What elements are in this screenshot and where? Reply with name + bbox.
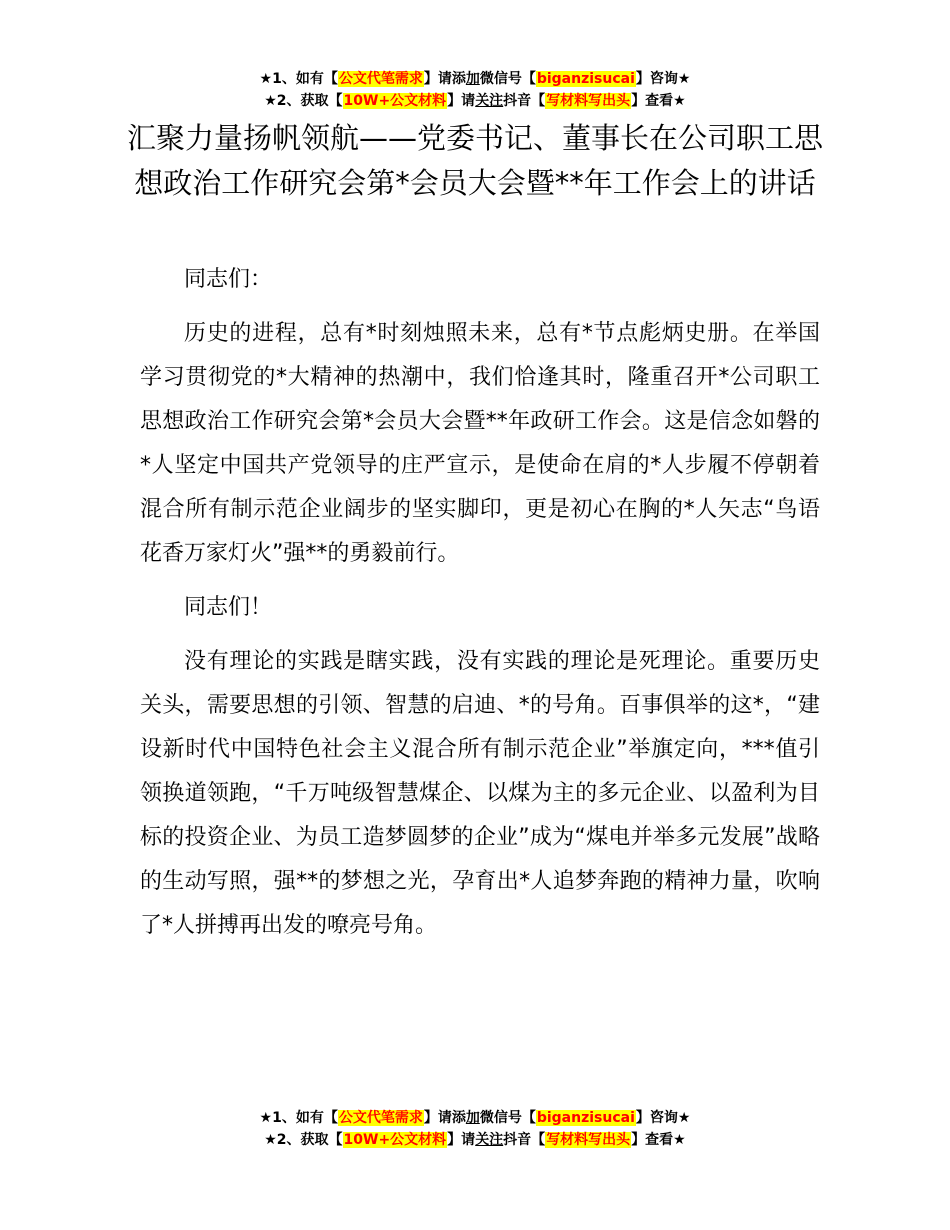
notice-highlight: 10W+公文材料	[343, 93, 447, 109]
notice-text: ★1、如有【	[259, 1110, 338, 1126]
notice-emphasis: 关注	[475, 1132, 504, 1148]
notice-text: 】查看★	[631, 93, 686, 109]
paragraph: 没有理论的实践是瞎实践，没有实践的理论是死理论。重要历史关头，需要思想的引领、智慧的启迪、*的号角。百事俱举的这*，“建设新时代中国特色社会主义混合所有制示范企业”举旗定向，***值引领换道领跑，“千万吨级智慧煤企、以煤为主的多元企业、以盈利为目标的投资企业、为员工造梦圆梦的企业”成为“煤电并举多元发展”战略的生动写照，强**的梦想之光，孕育出*人追梦奔跑的精神力量，吹响了*人拼搏再出发的嘹亮号角。	[140, 649, 820, 938]
notice-line-1	[0, 1107, 950, 1129]
notice-highlight: 公文代笔需求	[338, 1110, 423, 1126]
notice-emphasis: 关注	[475, 93, 504, 109]
notice-text: 抖音【	[503, 93, 546, 109]
notice-highlight: 10W+公文材料	[343, 1132, 447, 1148]
notice-highlight: biganzisucai	[536, 71, 635, 87]
notice-text: ★2、获取【	[264, 1132, 343, 1148]
notice-highlight: 写材料写出头	[546, 1132, 631, 1148]
document-title: 汇聚力量扬帆领航——党委书记、董事长在公司职工思想政治工作研究会第*会员大会暨**年工作会上的讲话	[126, 121, 823, 200]
notice-line-2	[0, 90, 950, 112]
notice-text: ★1、如有【	[259, 71, 338, 87]
notice-text: 】咨询★	[635, 1110, 691, 1126]
notice-highlight: 公文代笔需求	[338, 71, 423, 87]
notice-text: 微信号【	[479, 1110, 536, 1126]
header-notice	[0, 68, 950, 112]
notice-text: 】请添	[423, 1110, 466, 1126]
notice-emphasis: 加	[465, 71, 480, 87]
notice-line-2	[0, 1129, 950, 1151]
notice-text: 微信号【	[479, 71, 536, 87]
notice-text: 抖音【	[503, 1132, 546, 1148]
notice-line-1	[0, 68, 950, 90]
notice-text: 】查看★	[631, 1132, 686, 1148]
notice-text: 】请添	[423, 71, 466, 87]
notice-text: 】请	[447, 93, 476, 109]
notice-text: ★2、获取【	[264, 93, 343, 109]
salutation: 同志们：	[184, 267, 273, 292]
notice-text: 】请	[447, 1132, 476, 1148]
notice-highlight: 写材料写出头	[546, 93, 631, 109]
notice-text: 】咨询★	[635, 71, 691, 87]
footer-notice	[0, 1107, 950, 1151]
salutation: 同志们！	[184, 595, 273, 620]
notice-highlight: biganzisucai	[536, 1110, 635, 1126]
notice-emphasis: 加	[465, 1110, 480, 1126]
document-body	[140, 258, 820, 958]
paragraph: 历史的进程，总有*时刻烛照未来，总有*节点彪炳史册。在举国学习贯彻党的*大精神的热潮中，我们恰逢其时，隆重召开*公司职工思想政治工作研究会第*会员大会暨**年政研工作会。这是信念如磐的*人坚定中国共产党领导的庄严宣示，是使命在肩的*人步履不停朝着混合所有制示范企业阔步的坚实脚印，更是初心在胸的*人矢志“鸟语花香万家灯火”强**的勇毅前行。	[140, 321, 820, 566]
